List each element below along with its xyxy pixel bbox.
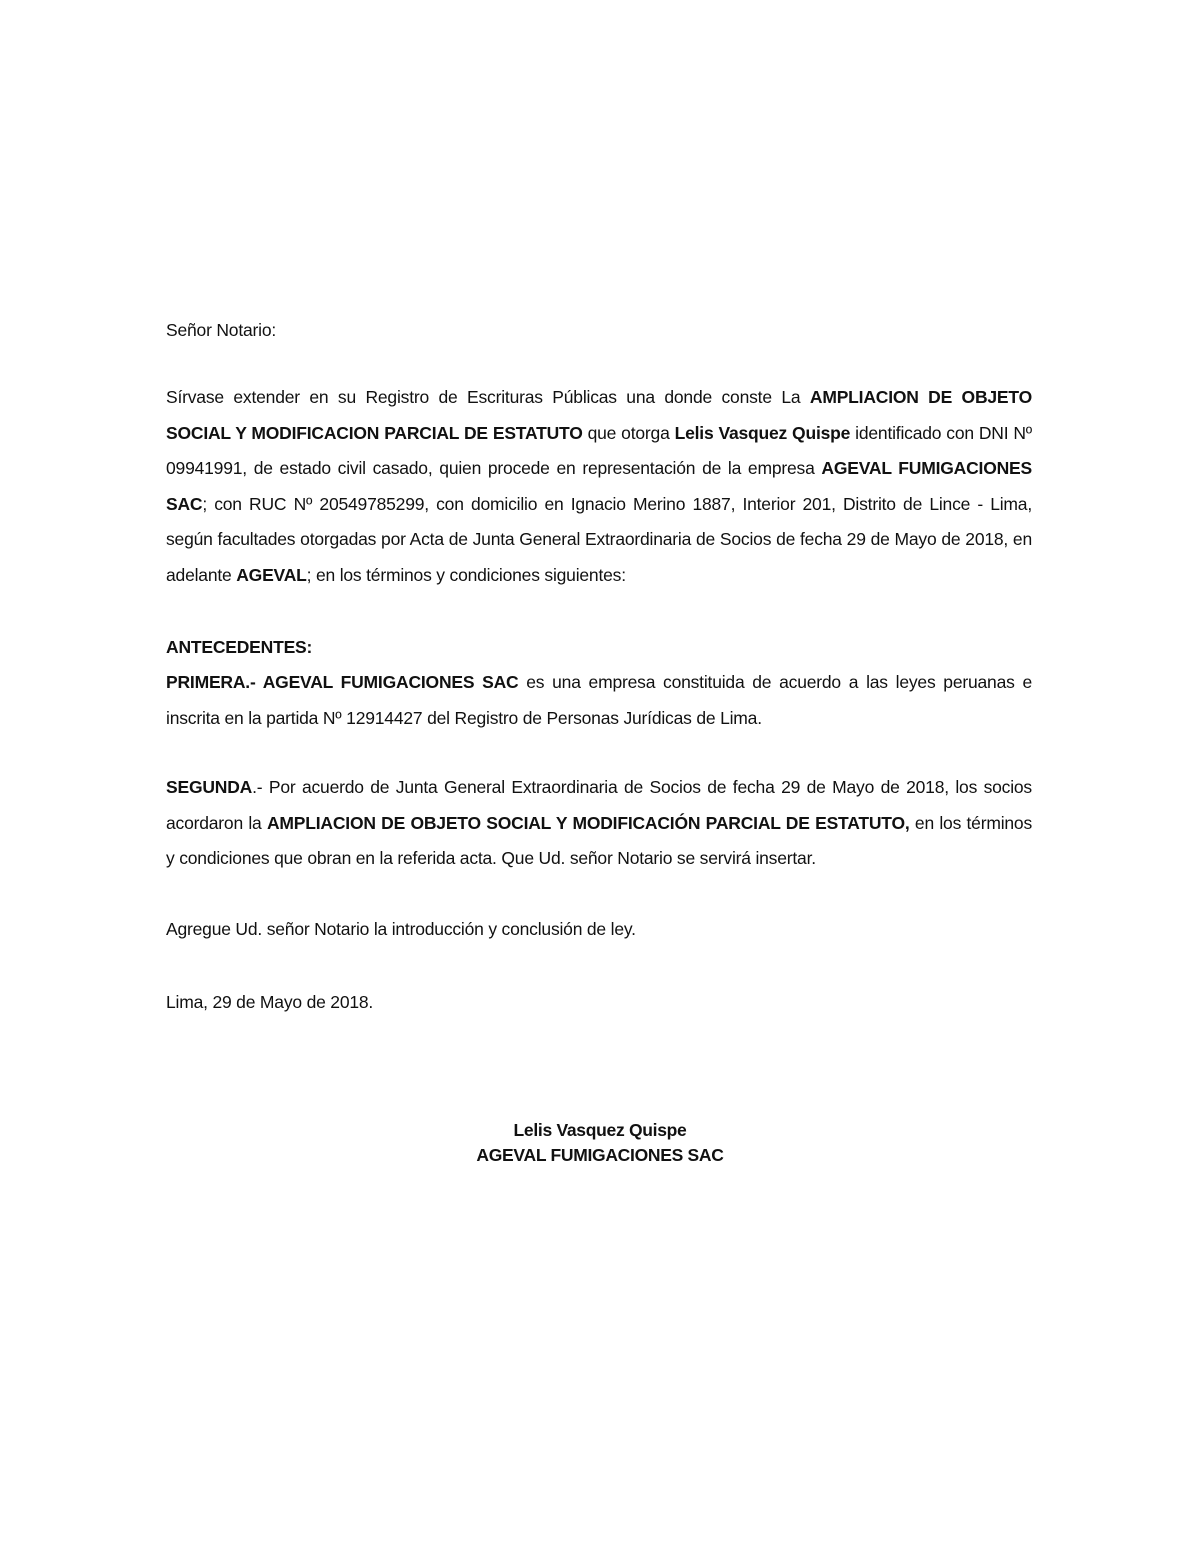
p1-text-e: identificado con DNI Nº 09941991, de estado civil casado, quien procede en representación de la empresa <box>166 422 1032 478</box>
p1-text-a: Sírvase extender en su Registro de Escrituras Públicas una donde conste La <box>166 387 810 407</box>
p3-text-d: en los términos y condiciones que obran en la referida acta. Que Ud. señor Notario se servirá insertar. <box>166 812 1032 868</box>
p3-act-title: AMPLIACION DE OBJETO SOCIAL Y MODIFICACIÓN PARCIAL DE ESTATUTO, <box>266 812 910 833</box>
p3-clause-label: SEGUNDA <box>166 777 253 797</box>
p1-company-short: AGEVAL <box>236 564 307 585</box>
p2-text-b: es una empresa constituida de acuerdo a las leyes peruanas e inscrita en la partida Nº 12914427 del Registro de Personas Jurídicas de Lima. <box>166 672 1032 728</box>
first-clause <box>166 665 1032 736</box>
p2-clause-label: PRIMERA.- AGEVAL FUMIGACIONES SAC <box>166 672 519 692</box>
p1-text-g: ; con RUC Nº 20549785299, con domicilio en Ignacio Merino 1887, Interior 201, Distrito de Lince - Lima, según facultades otorgadas por Acta de Junta General Extraordinaria de Socios de fecha 29 de Mayo de 2018, en adelante <box>166 493 1032 585</box>
second-clause <box>166 770 1032 877</box>
request-paragraph <box>166 380 1032 593</box>
p1-grantor-name: Lelis Vasquez Quispe <box>674 422 851 443</box>
signature-company: AGEVAL FUMIGACIONES SAC <box>476 1145 724 1165</box>
p3-text-b: .- Por acuerdo de Junta General Extraordinaria de Socios de fecha 29 de Mayo de 2018, los socios acordaron la <box>166 777 1032 833</box>
p1-text-i: ; en los términos y condiciones siguientes: <box>306 564 626 585</box>
antecedentes-heading: ANTECEDENTES: <box>166 637 313 657</box>
p1-text-c: que otorga <box>582 422 675 443</box>
place-date: Lima, 29 de Mayo de 2018. <box>166 992 374 1012</box>
greeting: Señor Notario: <box>166 320 277 340</box>
p1-company-name: AGEVAL FUMIGACIONES SAC <box>166 458 1033 514</box>
p1-act-title: AMPLIACION DE OBJETO SOCIAL Y MODIFICACION PARCIAL DE ESTATUTO <box>166 387 1032 443</box>
signature-name: Lelis Vasquez Quispe <box>513 1120 687 1140</box>
closing-paragraph: Agregue Ud. señor Notario la introducción y conclusión de ley. <box>166 919 636 939</box>
